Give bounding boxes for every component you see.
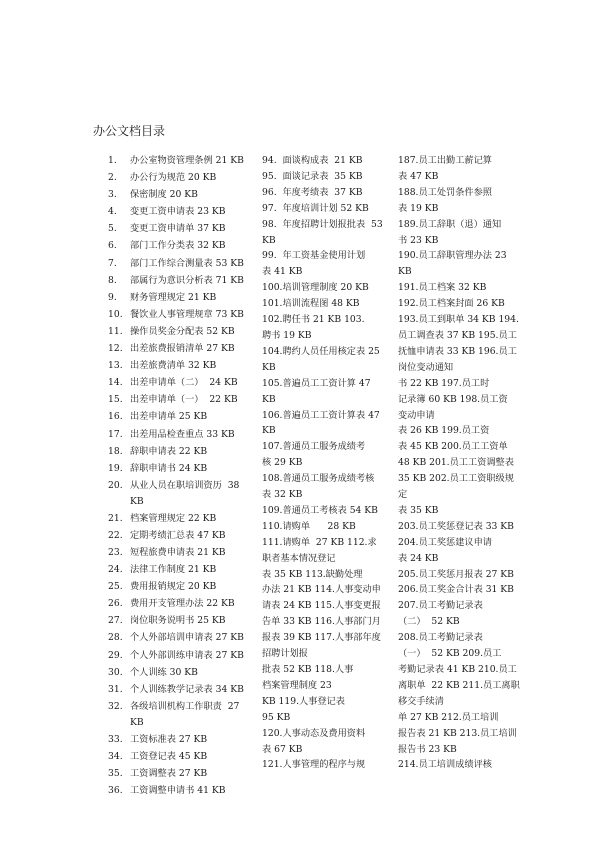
- toc-entry-number: 36.: [108, 785, 123, 797]
- toc-entry-text: 个人外部训练申请表 27 KB: [130, 649, 244, 661]
- toc-entry-text: 辞职申请表 22 KB: [130, 445, 208, 457]
- toc-entry-number: 22.: [108, 529, 123, 541]
- toc-entry-text: 变更工资申请单 37 KB: [130, 223, 226, 235]
- toc-entry-text: 部门工作分类表 32 KB: [130, 240, 226, 252]
- toc-entry-number: 1.: [108, 155, 117, 166]
- toc-entry: [108, 170, 258, 186]
- toc-entry: [108, 613, 258, 629]
- toc-entry: [108, 732, 258, 748]
- toc-entry-text: 工资调整申请书 41 KB: [130, 785, 226, 797]
- toc-entry-text: 从业人员在职培训资历 38 KB: [130, 479, 240, 507]
- toc-entry: [108, 324, 258, 340]
- toc-entry-number: 32.: [108, 700, 123, 712]
- toc-entry-number: 2.: [108, 172, 117, 184]
- toc-entry-text: 出差用品检查重点 33 KB: [130, 428, 235, 440]
- toc-entry-text: 个人训练教学记录表 34 KB: [130, 683, 244, 695]
- toc-entry: [108, 221, 258, 237]
- toc-entry: [108, 307, 258, 323]
- toc-entry-number: 13.: [108, 360, 123, 372]
- toc-entry-number: 29.: [108, 649, 123, 661]
- toc-entry-text: 档案管理规定 22 KB: [130, 512, 217, 524]
- toc-entry-number: 20.: [108, 479, 123, 491]
- toc-entry: [108, 461, 258, 477]
- toc-entry-text: 个人外部培训申请表 27 KB: [130, 632, 244, 644]
- toc-column-2: 94. 面谈构成表 21 KB 95. 面谈记录表 35 KB 96. 年度考绩表 37 KB 97. 年度培训计划 52 KB 98. 年度招聘计划报批表 53 KB 99. 年工资基金使用计划 表 41 KB 100.培训管理制度 20 KB 101.培训流程图 48 KB 102.聘任书 21 KB 103. 聘书 19 KB 104.聘约人员任用核定表 25 KB 105.普遍员工工资计算 47 KB 106.普遍员工工资计算表 47 KB 107.普通员工服务成绩考 核 29 KB 108.普通员工服务成绩考核 表 32 KB 109.普通员工考核表 54 KB 110.请购单 28 KB 111.请购单 27 KB 112.求 职者基本情况登记 表 35 KB 113.缺勤处理 办法 21 KB 114.人事变动申 请表 24 KB 115.人事变更报 告单 33 KB 116.人事部门月 报表 39 KB 117.人事部年度 招聘计划报 批表 52 KB 118.人事 档案管理制度 23 KB 119.人事登记表 95 KB 120.人事动态及费用资料 表 67 KB 121.人事管理的程序与规: [262, 155, 383, 771]
- toc-entry-text: 工资标准表 27 KB: [130, 733, 208, 745]
- toc-entry-text: 办公行为规范 20 KB: [130, 172, 217, 184]
- toc-entry-text: 餐饮业人事管理规章 73 KB: [130, 308, 244, 320]
- toc-entry-number: 35.: [108, 768, 123, 779]
- toc-entry-text: 出差旅费报销清单 27 KB: [130, 343, 235, 355]
- toc-entry: [108, 444, 258, 460]
- toc-entry-number: 8.: [108, 274, 117, 286]
- toc-entry-text: 定期考绩汇总表 47 KB: [130, 529, 226, 541]
- toc-entry-number: 17.: [108, 428, 123, 440]
- toc-entry-text: 工资登记表 45 KB: [130, 750, 208, 762]
- toc-entry-number: 6.: [108, 240, 117, 252]
- toc-entry-text: 出差旅费清单 32 KB: [130, 360, 217, 372]
- toc-entry-text: 财务管理规定 21 KB: [130, 291, 217, 303]
- toc-entry-number: 5.: [108, 223, 117, 235]
- toc-entry: [108, 596, 258, 612]
- toc-entry-text: 辞职申请书 24 KB: [130, 462, 208, 474]
- toc-entry: [108, 358, 258, 374]
- toc-column-3: 187.员工出勤工薪记算 表 47 KB 188.员工处罚条件参照 表 19 KB 189.员工辞职（退）通知 书 23 KB 190.员工辞职管理办法 23 KB 191.员工档案 32 KB 192.员工档案封面 26 KB 193.员工到职单 34 KB 194. 员工调查表 37 KB 195.员工 抚恤申请表 33 KB 196.员工 岗位变动通知 书 22 KB 197.员工时 记录簿 60 KB 198.员工资 变动申请 表 26 KB 199.员工资 表 45 KB 200.员工工资单 48 KB 201.员工工资调整表 35 KB 202.员工工资职级规 定 表 35 KB 203.员工奖惩登记表 33 KB 204.员工奖惩建议申请 表 24 KB 205.员工奖惩月报表 27 KB 206.员工奖金合计表 31 KB 207.员工考勤记录表 （二） 52 KB 208.员工考勤记录表 （一） 52 KB 209.员工 考勤记录表 41 KB 210.员工 离职单 22 KB 211.员工离职 移交手续清 单 27 KB 212.员工培训 报告表 21 KB 213.员工培训 报告书 23 KB 214.员工培训成绩评核: [398, 155, 520, 771]
- toc-entry: [108, 648, 258, 664]
- toc-entry: [108, 630, 258, 646]
- toc-entry: [108, 409, 258, 425]
- toc-entry: [108, 375, 258, 391]
- toc-entry: [108, 187, 258, 203]
- toc-entry: [108, 528, 258, 544]
- toc-entry-text: 保密制度 20 KB: [130, 189, 198, 201]
- toc-entry-text: 出差申请单（一） 22 KB: [130, 394, 238, 406]
- toc-entry-text: 部属行为意识分析表 71 KB: [130, 274, 244, 286]
- toc-entry: [108, 238, 258, 254]
- toc-entry: [108, 511, 258, 527]
- toc-entry-number: 3.: [108, 189, 117, 201]
- toc-entry: [108, 478, 258, 510]
- toc-entry: [108, 427, 258, 443]
- toc-entry-number: 19.: [108, 462, 123, 474]
- toc-entry-text: 操作员奖金分配表 52 KB: [130, 325, 235, 337]
- toc-entry: [108, 766, 258, 782]
- toc-entry-number: 16.: [108, 411, 123, 423]
- toc-entry-number: 12.: [108, 343, 123, 355]
- toc-entry-number: 33.: [108, 733, 123, 745]
- toc-entry: [108, 699, 258, 731]
- toc-entry-text: 各级培训机构工作职责 27 KB: [130, 700, 240, 728]
- toc-entry-text: 费用开支管理办法 22 KB: [130, 598, 235, 610]
- toc-entry-text: 法律工作制度 21 KB: [130, 564, 217, 576]
- toc-entry: [108, 153, 258, 169]
- toc-entry-number: 31.: [108, 683, 123, 695]
- toc-entry-number: 24.: [108, 564, 123, 576]
- toc-entry-text: 部门工作综合测量表 53 KB: [130, 257, 244, 269]
- toc-entry-text: 出差申请单 25 KB: [130, 411, 208, 423]
- toc-entry: [108, 392, 258, 408]
- toc-entry: [108, 783, 258, 799]
- toc-entry: [108, 562, 258, 578]
- toc-entry-number: 18.: [108, 445, 123, 457]
- toc-entry-number: 10.: [108, 308, 123, 320]
- toc-entry-number: 9.: [108, 291, 117, 303]
- toc-entry-text: 岗位职务说明书 25 KB: [130, 615, 226, 627]
- toc-entry-number: 7.: [108, 257, 117, 269]
- toc-entry-text: 出差申请单（二） 24 KB: [130, 377, 238, 389]
- toc-entry-text: 办公室物资管理条例 21 KB: [130, 155, 244, 166]
- toc-entry: [108, 579, 258, 595]
- toc-entry-number: 23.: [108, 546, 123, 558]
- toc-entry-number: 11.: [108, 325, 123, 337]
- toc-entry-number: 4.: [108, 206, 117, 218]
- toc-column-1: [108, 153, 258, 800]
- toc-entry-number: 27.: [108, 615, 123, 627]
- toc-entry-number: 28.: [108, 632, 123, 644]
- toc-entry: [108, 665, 258, 681]
- toc-entry-text: 个人训练 30 KB: [130, 666, 198, 678]
- toc-entry-text: 变更工资申请表 23 KB: [130, 206, 226, 218]
- toc-entry: [108, 682, 258, 698]
- toc-entry-text: 工资调整表 27 KB: [130, 768, 208, 779]
- toc-entry-text: 费用报销规定 20 KB: [130, 581, 217, 593]
- toc-entry: [108, 749, 258, 765]
- toc-entry-number: 15.: [108, 394, 123, 406]
- toc-entry-number: 14.: [108, 377, 123, 389]
- toc-entry-number: 25.: [108, 581, 123, 593]
- toc-entry: [108, 341, 258, 357]
- toc-entry: [108, 256, 258, 272]
- toc-entry: [108, 545, 258, 561]
- toc-entry: [108, 204, 258, 220]
- toc-entry-number: 26.: [108, 598, 123, 610]
- toc-entry: [108, 273, 258, 289]
- toc-entry-number: 34.: [108, 750, 123, 762]
- toc-entry-number: 30.: [108, 666, 123, 678]
- toc-entry-number: 21.: [108, 512, 123, 524]
- page-title: 办公文档目录: [93, 124, 166, 138]
- toc-entry-text: 短程旅费申请表 21 KB: [130, 546, 226, 558]
- toc-entry: [108, 290, 258, 306]
